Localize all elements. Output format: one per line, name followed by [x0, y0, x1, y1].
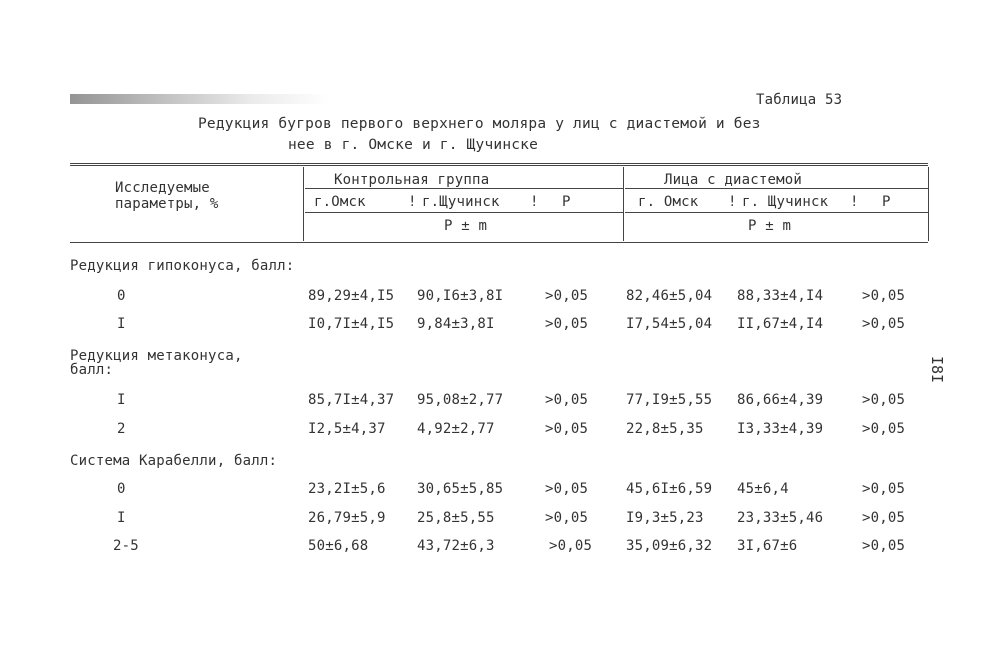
cell-diastema-shch: 3I,67±6	[737, 538, 798, 554]
row-label: 2	[117, 421, 126, 437]
row-label: I	[117, 392, 126, 408]
group-diastema-header: Лица с диастемой	[664, 172, 803, 188]
cell-control-omsk: 85,7I±4,37	[308, 392, 395, 408]
group-control-header: Контрольная группа	[334, 172, 490, 188]
col-omsk-diastema: г. Омск	[638, 194, 699, 210]
cell-diastema-shch: 23,33±5,46	[737, 510, 824, 526]
table-title-line1: Редукция бугров первого верхнего моляра у лиц с диастемой и без	[198, 116, 761, 132]
cell-control-p: >0,05	[545, 288, 589, 304]
cell-control-shch: 9,84±3,8I	[417, 316, 495, 332]
header-top-rule	[70, 163, 928, 166]
header-divider-middle	[623, 167, 624, 241]
cell-control-omsk: I2,5±4,37	[308, 421, 386, 437]
cell-control-shch: 25,8±5,55	[417, 510, 495, 526]
params-header-line1: Исследуемые	[115, 180, 210, 196]
cell-diastema-shch: 88,33±4,I4	[737, 288, 824, 304]
cell-diastema-p: >0,05	[862, 481, 906, 497]
cell-control-shch: 95,08±2,77	[417, 392, 504, 408]
header-bottom-rule	[70, 242, 928, 243]
header-separator: !	[408, 194, 417, 210]
cell-diastema-shch: II,67±4,I4	[737, 316, 824, 332]
cell-diastema-omsk: 82,46±5,04	[626, 288, 713, 304]
cell-control-p: >0,05	[545, 392, 589, 408]
cell-diastema-shch: 45±6,4	[737, 481, 789, 497]
cell-diastema-p: >0,05	[862, 510, 906, 526]
group-rule-left	[305, 188, 623, 189]
group-rule-right	[625, 188, 928, 189]
header-divider-right	[928, 167, 929, 241]
cell-diastema-omsk: I7,54±5,04	[626, 316, 713, 332]
col-shch-control: г.Щучинск	[422, 194, 500, 210]
cell-diastema-p: >0,05	[862, 421, 906, 437]
row-label: I	[117, 510, 126, 526]
cell-control-omsk: I0,7I±4,I5	[308, 316, 395, 332]
cell-diastema-p: >0,05	[862, 288, 906, 304]
header-separator: !	[850, 194, 859, 210]
pm-header-control: Р ± m	[444, 218, 488, 234]
cell-control-shch: 4,92±2,77	[417, 421, 495, 437]
cell-control-p: >0,05	[545, 421, 589, 437]
cell-control-p: >0,05	[545, 510, 589, 526]
section-title: Система Карабелли, балл:	[70, 453, 278, 469]
row-label: 0	[117, 481, 126, 497]
params-header-line2: параметры, %	[115, 196, 219, 212]
city-rule-left	[305, 212, 623, 213]
pm-header-diastema: Р ± m	[748, 218, 792, 234]
table-label: Таблица 53	[756, 92, 843, 108]
cell-control-omsk: 23,2I±5,6	[308, 481, 386, 497]
col-p-diastema: Р	[882, 194, 891, 210]
cell-control-omsk: 26,79±5,9	[308, 510, 386, 526]
cell-control-p: >0,05	[545, 481, 589, 497]
table-title-line2: нее в г. Омске и г. Щучинске	[288, 137, 539, 153]
header-separator: !	[530, 194, 539, 210]
cell-diastema-shch: 86,66±4,39	[737, 392, 824, 408]
col-shch-diastema: г. Щучинск	[742, 194, 829, 210]
cell-control-p: >0,05	[545, 316, 589, 332]
cell-diastema-omsk: 45,6I±6,59	[626, 481, 713, 497]
header-divider-left	[303, 167, 304, 241]
section-title: Редукция метаконуса,	[70, 348, 243, 364]
cell-diastema-p: >0,05	[862, 538, 906, 554]
col-p-control: Р	[562, 194, 571, 210]
section-title: Редукция гипоконуса, балл:	[70, 258, 295, 274]
cell-control-shch: 90,I6±3,8I	[417, 288, 504, 304]
row-label: I	[117, 316, 126, 332]
cell-control-omsk: 89,29±4,I5	[308, 288, 395, 304]
cell-diastema-omsk: I9,3±5,23	[626, 510, 704, 526]
city-rule-right	[625, 212, 928, 213]
header-separator: !	[728, 194, 737, 210]
col-omsk-control: г.Омск	[314, 194, 366, 210]
row-label: 2-5	[113, 538, 139, 554]
row-label: 0	[117, 288, 126, 304]
cell-control-shch: 43,72±6,3	[417, 538, 495, 554]
scan-artifact	[70, 94, 330, 104]
cell-control-omsk: 50±6,68	[308, 538, 369, 554]
cell-diastema-omsk: 22,8±5,35	[626, 421, 704, 437]
cell-diastema-omsk: 35,09±6,32	[626, 538, 713, 554]
cell-diastema-p: >0,05	[862, 316, 906, 332]
cell-control-shch: 30,65±5,85	[417, 481, 504, 497]
page-number: I8I	[928, 356, 946, 384]
cell-diastema-p: >0,05	[862, 392, 906, 408]
cell-control-p: >0,05	[549, 538, 593, 554]
cell-diastema-omsk: 77,I9±5,55	[626, 392, 713, 408]
section-title-cont: балл:	[70, 362, 114, 378]
cell-diastema-shch: I3,33±4,39	[737, 421, 824, 437]
